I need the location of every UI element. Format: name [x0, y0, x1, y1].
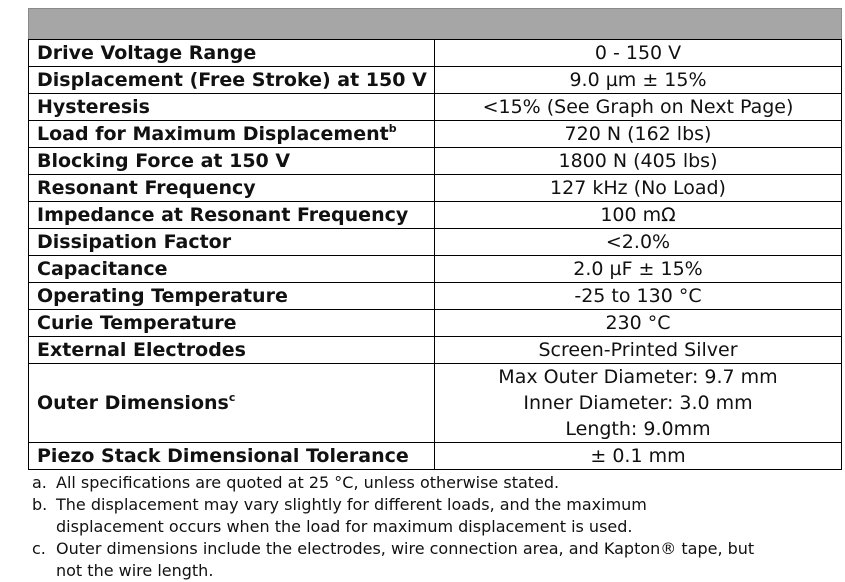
value-text: 230 °C	[605, 312, 671, 334]
parameter-label: Impedance at Resonant Frequency	[37, 203, 409, 226]
value-text: Length: 9.0mm	[565, 418, 711, 440]
parameter-label: Capacitance	[37, 257, 168, 280]
value-text: Screen-Printed Silver	[538, 339, 738, 361]
parameter-cell	[29, 256, 435, 283]
table-row	[29, 310, 842, 337]
value-cell	[435, 121, 842, 148]
table-row	[29, 40, 842, 67]
footnote-line: All specifications are quoted at 25 °C, unless otherwise stated.	[56, 473, 560, 492]
value-text: 9.0 µm ± 15%	[569, 69, 707, 91]
value-text: 127 kHz (No Load)	[550, 177, 726, 199]
value-text: 720 N (162 lbs)	[564, 123, 712, 145]
parameter-label: Hysteresis	[37, 95, 150, 118]
value-text: <2.0%	[605, 231, 671, 253]
parameter-cell	[29, 283, 435, 310]
value-text: 100 mΩ	[600, 204, 676, 226]
value-text: ± 0.1 mm	[590, 445, 686, 467]
value-cell	[435, 337, 842, 364]
table-row	[29, 148, 842, 175]
table-row	[29, 229, 842, 256]
footnote-item	[28, 472, 842, 494]
value-cell	[435, 443, 842, 470]
footnote-tag: a.	[32, 473, 47, 492]
table-row	[29, 202, 842, 229]
value-text: 0 - 150 V	[594, 42, 682, 64]
parameter-cell	[29, 94, 435, 121]
table-row	[29, 256, 842, 283]
table-header-bar	[28, 8, 842, 39]
footnote-line: Outer dimensions include the electrodes, wire connection area, and Kapton® tape, but	[56, 539, 755, 558]
footnote-item	[28, 538, 842, 582]
table-row	[29, 337, 842, 364]
table-row	[29, 283, 842, 310]
parameter-cell	[29, 229, 435, 256]
parameter-cell	[29, 443, 435, 470]
footnote-marker: c	[228, 390, 236, 404]
parameter-label: Drive Voltage Range	[37, 41, 257, 64]
table-row	[29, 443, 842, 470]
parameter-cell	[29, 175, 435, 202]
footnote-text	[56, 472, 842, 494]
value-text: 1800 N (405 lbs)	[558, 150, 718, 172]
table-row	[29, 94, 842, 121]
value-cell	[435, 202, 842, 229]
value-text: Max Outer Diameter: 9.7 mm	[498, 366, 778, 388]
value-cell	[435, 148, 842, 175]
parameter-cell	[29, 202, 435, 229]
parameter-cell	[29, 121, 435, 148]
footnote-item	[28, 494, 842, 538]
value-cell	[435, 175, 842, 202]
footnote-line: not the wire length.	[56, 561, 214, 580]
parameter-label: Curie Temperature	[37, 311, 237, 334]
footnote-tag: b.	[32, 495, 48, 514]
table-row	[29, 67, 842, 94]
parameter-label: Outer Dimensions	[37, 391, 229, 414]
value-cell	[435, 94, 842, 121]
parameter-cell	[29, 364, 435, 443]
value-cell	[435, 364, 842, 443]
spec-sheet	[28, 8, 842, 582]
footnotes	[28, 472, 842, 582]
parameter-label: Displacement (Free Stroke) at 150 V	[37, 68, 427, 91]
value-cell	[435, 310, 842, 337]
table-row	[29, 121, 842, 148]
footnote-tag: c.	[32, 539, 46, 558]
footnote-marker: b	[388, 121, 397, 135]
table-row	[29, 175, 842, 202]
parameter-label: Dissipation Factor	[37, 230, 232, 253]
parameter-label: Operating Temperature	[37, 284, 288, 307]
parameter-label: Resonant Frequency	[37, 176, 256, 199]
table-row	[29, 364, 842, 443]
parameter-cell	[29, 67, 435, 94]
parameter-label: Blocking Force at 150 V	[37, 149, 291, 172]
parameter-cell	[29, 40, 435, 67]
footnote-text	[56, 494, 842, 538]
specifications-table	[28, 39, 842, 470]
value-cell	[435, 67, 842, 94]
parameter-label: External Electrodes	[37, 338, 246, 361]
parameter-cell	[29, 337, 435, 364]
value-text: 2.0 µF ± 15%	[573, 258, 703, 280]
parameter-cell	[29, 148, 435, 175]
parameter-label: Load for Maximum Displacement	[37, 122, 389, 145]
value-cell	[435, 40, 842, 67]
value-cell	[435, 229, 842, 256]
parameter-label: Piezo Stack Dimensional Tolerance	[37, 444, 409, 467]
value-text: -25 to 130 °C	[574, 285, 702, 307]
value-cell	[435, 256, 842, 283]
value-cell	[435, 283, 842, 310]
parameter-cell	[29, 310, 435, 337]
footnote-line: The displacement may vary slightly for different loads, and the maximum	[56, 495, 647, 514]
footnote-text	[56, 538, 842, 582]
footnote-line: displacement occurs when the load for maximum displacement is used.	[56, 517, 633, 536]
value-text: <15% (See Graph on Next Page)	[482, 96, 794, 118]
value-text: Inner Diameter: 3.0 mm	[523, 392, 753, 414]
